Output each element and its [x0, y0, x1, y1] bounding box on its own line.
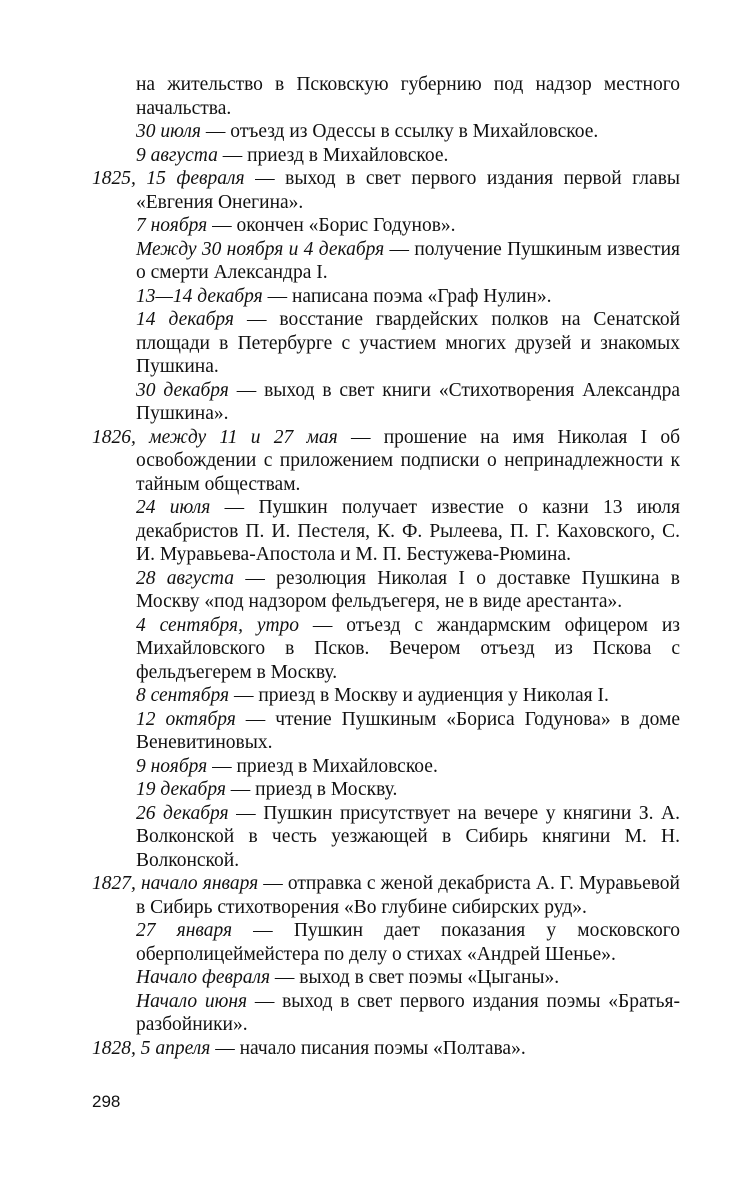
chronology-entry	[92, 708, 680, 755]
entry-text: — восстание гвардейских полков на Сенатской площади в Петербурге с участием многих друзей и знакомых Пушкина.	[136, 309, 681, 377]
entry-text: — прошение на имя Николая I об освобождении с приложением подписки о непринадлежности к тайным обществам.	[136, 426, 681, 495]
entry-date: 1827, начало января	[92, 873, 259, 894]
entry-text: — выход в свет первого издания поэмы «Братья-разбойники».	[136, 990, 681, 1035]
entry-date: 19 декабря	[136, 779, 226, 800]
entry-date: 28 августа	[136, 567, 235, 589]
entry-text: — написана поэма «Граф Нулин».	[262, 285, 552, 307]
chronology-entry	[92, 308, 680, 379]
chronology-entry	[92, 966, 680, 990]
entry-date: 26 декабря	[136, 802, 229, 824]
entry-text: — отъезд из Одессы в ссылку в Михайловское.	[200, 121, 599, 142]
chronology-entry	[92, 990, 680, 1037]
entry-text: — резолюция Николая I о доставке Пушкина в Москву «под надзором фельдъегеря, не в виде арестанта».	[136, 567, 681, 612]
entry-text: — чтение Пушкиным «Бориса Годунова» в доме Веневитиновых.	[136, 708, 680, 753]
entry-date: 30 июля	[136, 121, 201, 142]
chronology-entry	[92, 496, 680, 567]
chronology-entry	[92, 755, 680, 779]
entry-text: — приезд в Москву.	[225, 779, 398, 800]
entry-text: — отъезд с жандармским офицером из Михайловского в Псков. Вечером отъезд из Пскова с фельдъегерем в Москву.	[136, 614, 680, 683]
entry-text: — приезд в Михайловское.	[217, 144, 449, 166]
entry-date: Начало июня	[136, 990, 248, 1012]
entry-text: — выход в свет книги «Стихотворения Александра Пушкина».	[136, 379, 681, 424]
entry-date: Начало февраля	[136, 967, 271, 988]
entry-date: 9 августа	[136, 144, 218, 166]
entry-text: — Пушкин дает показания у московского оберполицеймейстера по делу о стихах «Андрей Шенье».	[136, 920, 680, 965]
entry-text: — выход в свет поэмы «Цыганы».	[270, 967, 560, 988]
entry-date: 24 июля	[136, 497, 211, 518]
chronology-entry	[92, 919, 680, 966]
entry-date: 9 ноября	[136, 755, 208, 777]
chronology-entry	[92, 73, 680, 120]
entry-date: 8 сентября	[136, 685, 230, 706]
entry-text: на жительство в Псковскую губернию под надзор местного начальства.	[136, 74, 680, 119]
chronology-entry	[92, 684, 680, 708]
entry-date: Между 30 ноября и 4 декабря	[136, 238, 385, 260]
chronology-text	[92, 73, 680, 1060]
chronology-year-entry	[92, 1037, 680, 1061]
chronology-entry	[92, 144, 680, 168]
entry-text: — окончен «Борис Годунов».	[207, 215, 456, 236]
entry-date: 1825, 15 февраля	[92, 168, 245, 189]
entry-date: 4 сентября, утро	[136, 614, 300, 636]
chronology-year-entry	[92, 872, 680, 919]
entry-text: — выход в свет первого издания первой главы «Евгения Онегина».	[136, 168, 680, 213]
entry-text: — начало писания поэмы «Полтава».	[210, 1037, 526, 1059]
entry-date: 27 января	[136, 920, 233, 941]
chronology-year-entry	[92, 426, 680, 497]
chronology-entry	[92, 285, 680, 309]
chronology-entry	[92, 778, 680, 802]
chronology-entry	[92, 567, 680, 614]
chronology-entry	[92, 238, 680, 285]
entry-text: — Пушкин присутствует на вечере у княгини З. А. Волконской в честь уезжающей в Сибирь княгини М. Н. Волконской.	[136, 802, 680, 871]
entry-date: 13—14 декабря	[136, 285, 263, 307]
entry-date: 12 октября	[136, 708, 236, 730]
chronology-entry	[92, 614, 680, 685]
entry-date: 14 декабря	[136, 309, 234, 330]
chronology-entry	[92, 802, 680, 873]
entry-date: 7 ноября	[136, 215, 208, 236]
chronology-entry	[92, 120, 680, 144]
page-number: 298	[92, 1092, 121, 1111]
chronology-entry	[92, 214, 680, 238]
chronology-year-entry	[92, 167, 680, 214]
entry-text: — отправка с женой декабриста А. Г. Муравьевой в Сибирь стихотворения «Во глубине сибирских руд».	[136, 873, 680, 918]
entry-text: — Пушкин получает известие о казни 13 июля декабристов П. И. Пестеля, К. Ф. Рылеева, П. Г. Каховского, С. И. Муравьева-Апостола и М. П. Бестужева-Рюмина.	[136, 497, 680, 565]
entry-date: 1828, 5 апреля	[92, 1037, 211, 1059]
entry-text: — получение Пушкиным известия о смерти Александра I.	[136, 238, 680, 283]
entry-date: 1826, между 11 и 27 мая	[92, 426, 338, 448]
entry-text: — приезд в Михайловское.	[207, 755, 438, 777]
chronology-entry	[92, 379, 680, 426]
entry-date: 30 декабря	[136, 379, 229, 401]
entry-text: — приезд в Москву и аудиенция у Николая I.	[229, 685, 609, 706]
